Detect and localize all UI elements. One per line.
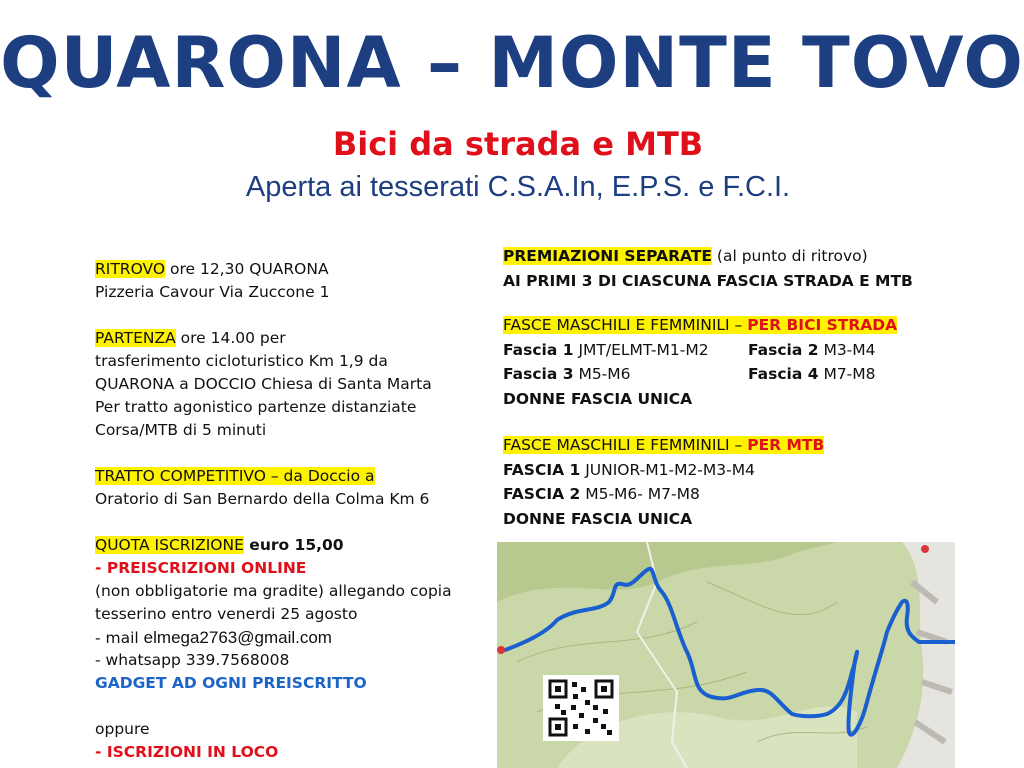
partenza-text: ore 14.00 per xyxy=(175,329,286,347)
route-map xyxy=(497,542,955,768)
preiscrizioni-line-3: tesserino entro venerdi 25 agosto xyxy=(95,605,358,623)
strada-heading-text: FASCE MASCHILI E FEMMINILI – xyxy=(503,316,748,334)
qr-code-icon xyxy=(543,675,619,741)
page-title: QUARONA – MONTE TOVO xyxy=(0,22,1024,104)
mail-link[interactable]: elmega2763@gmail.com xyxy=(143,628,332,647)
mtb-row-1-label: FASCIA 1 xyxy=(503,460,581,479)
quota-line xyxy=(95,534,485,557)
strada-row-1 xyxy=(503,339,953,364)
mtb-row-1-val: JUNIOR-M1-M2-M3-M4 xyxy=(580,460,755,479)
partenza-line-5: Corsa/MTB di 5 minuti xyxy=(95,421,267,439)
partenza-line-2: trasferimento cicloturistico Km 1,9 da xyxy=(95,352,388,370)
strada-row-2 xyxy=(503,363,953,388)
strada-heading-red: PER BICI STRADA xyxy=(747,316,898,334)
partenza-line-4: Per tratto agonistico partenze distanziate xyxy=(95,398,417,416)
event-info-column xyxy=(95,258,485,764)
map-pin-icon xyxy=(921,545,929,553)
strada-row-1-a-label: Fascia 1 xyxy=(503,340,574,359)
quota-text: euro 15,00 xyxy=(243,536,344,554)
ritrovo-label: RITROVO xyxy=(95,260,166,278)
categories-column xyxy=(503,245,953,532)
premiazioni-label-a: PREMIAZIONI xyxy=(503,247,619,265)
mtb-row-2 xyxy=(503,483,953,508)
mtb-row-1 xyxy=(503,459,953,484)
strada-row-2-a-label: Fascia 3 xyxy=(503,365,574,383)
page-tagline: Aperta ai tesserati C.S.A.In, E.P.S. e F.C.I. xyxy=(245,171,791,203)
strada-row-2-b-label: Fascia 4 xyxy=(748,365,819,383)
in-loco-heading: - ISCRIZIONI IN LOCO xyxy=(95,743,279,761)
preiscrizioni-heading: - PREISCRIZIONI ONLINE xyxy=(95,559,307,577)
tratto-line xyxy=(95,465,485,488)
mtb-heading-text: FASCE MASCHILI E FEMMINILI – xyxy=(503,436,748,454)
ritrovo-line xyxy=(95,258,485,281)
mtb-heading-red: PER MTB xyxy=(747,436,825,454)
partenza-line-3: QUARONA a DOCCIO Chiesa di Santa Marta xyxy=(95,375,432,393)
oppure-line: oppure xyxy=(95,720,150,738)
mtb-donne: DONNE FASCIA UNICA xyxy=(503,509,693,528)
preiscrizioni-line-2: (non obbligatorie ma gradite) allegando copia xyxy=(95,582,452,600)
ritrovo-place: Pizzeria Cavour Via Zuccone 1 xyxy=(95,283,330,301)
strada-row-2-a-val: M5-M6 xyxy=(573,365,631,383)
tratto-label: TRATTO COMPETITIVO xyxy=(95,467,266,485)
mail-prefix: - mail xyxy=(95,629,144,647)
mtb-heading xyxy=(503,434,953,459)
quota-label: QUOTA ISCRIZIONE xyxy=(95,536,244,554)
premiazioni-note: (al punto di ritrovo) xyxy=(711,247,868,265)
partenza-line xyxy=(95,327,485,350)
ritrovo-text: ore 12,30 QUARONA xyxy=(165,260,329,278)
strada-row-1-b-label: Fascia 2 xyxy=(748,340,819,359)
gadget-line: GADGET AD OGNI PREISCRITTO xyxy=(95,674,367,692)
mail-line xyxy=(95,626,485,649)
page-subtitle: Bici da strada e MTB xyxy=(332,125,704,163)
partenza-label: PARTENZA xyxy=(95,329,176,347)
premiazioni-line-2: AI PRIMI 3 DI CIASCUNA FASCIA STRADA E MTB xyxy=(503,271,913,290)
premiazioni-label-b: SEPARATE xyxy=(624,247,712,265)
mtb-row-2-val: M5-M6- M7-M8 xyxy=(580,485,700,503)
tratto-text: – da Doccio a xyxy=(265,467,375,485)
route-map-svg xyxy=(497,542,955,768)
route-start-marker xyxy=(497,646,505,654)
strada-row-1-b-val: M3-M4 xyxy=(818,340,876,359)
strada-row-2-b-val: M7-M8 xyxy=(818,365,876,383)
strada-donne: DONNE FASCIA UNICA xyxy=(503,389,693,408)
strada-heading xyxy=(503,314,953,339)
mtb-row-2-label: FASCIA 2 xyxy=(503,485,581,503)
strada-row-1-a-val: JMT/ELMT-M1-M2 xyxy=(573,340,709,359)
whatsapp-line: - whatsapp 339.7568008 xyxy=(95,651,290,669)
premiazioni-line xyxy=(503,245,953,270)
tratto-line-2: Oratorio di San Bernardo della Colma Km 6 xyxy=(95,490,430,508)
